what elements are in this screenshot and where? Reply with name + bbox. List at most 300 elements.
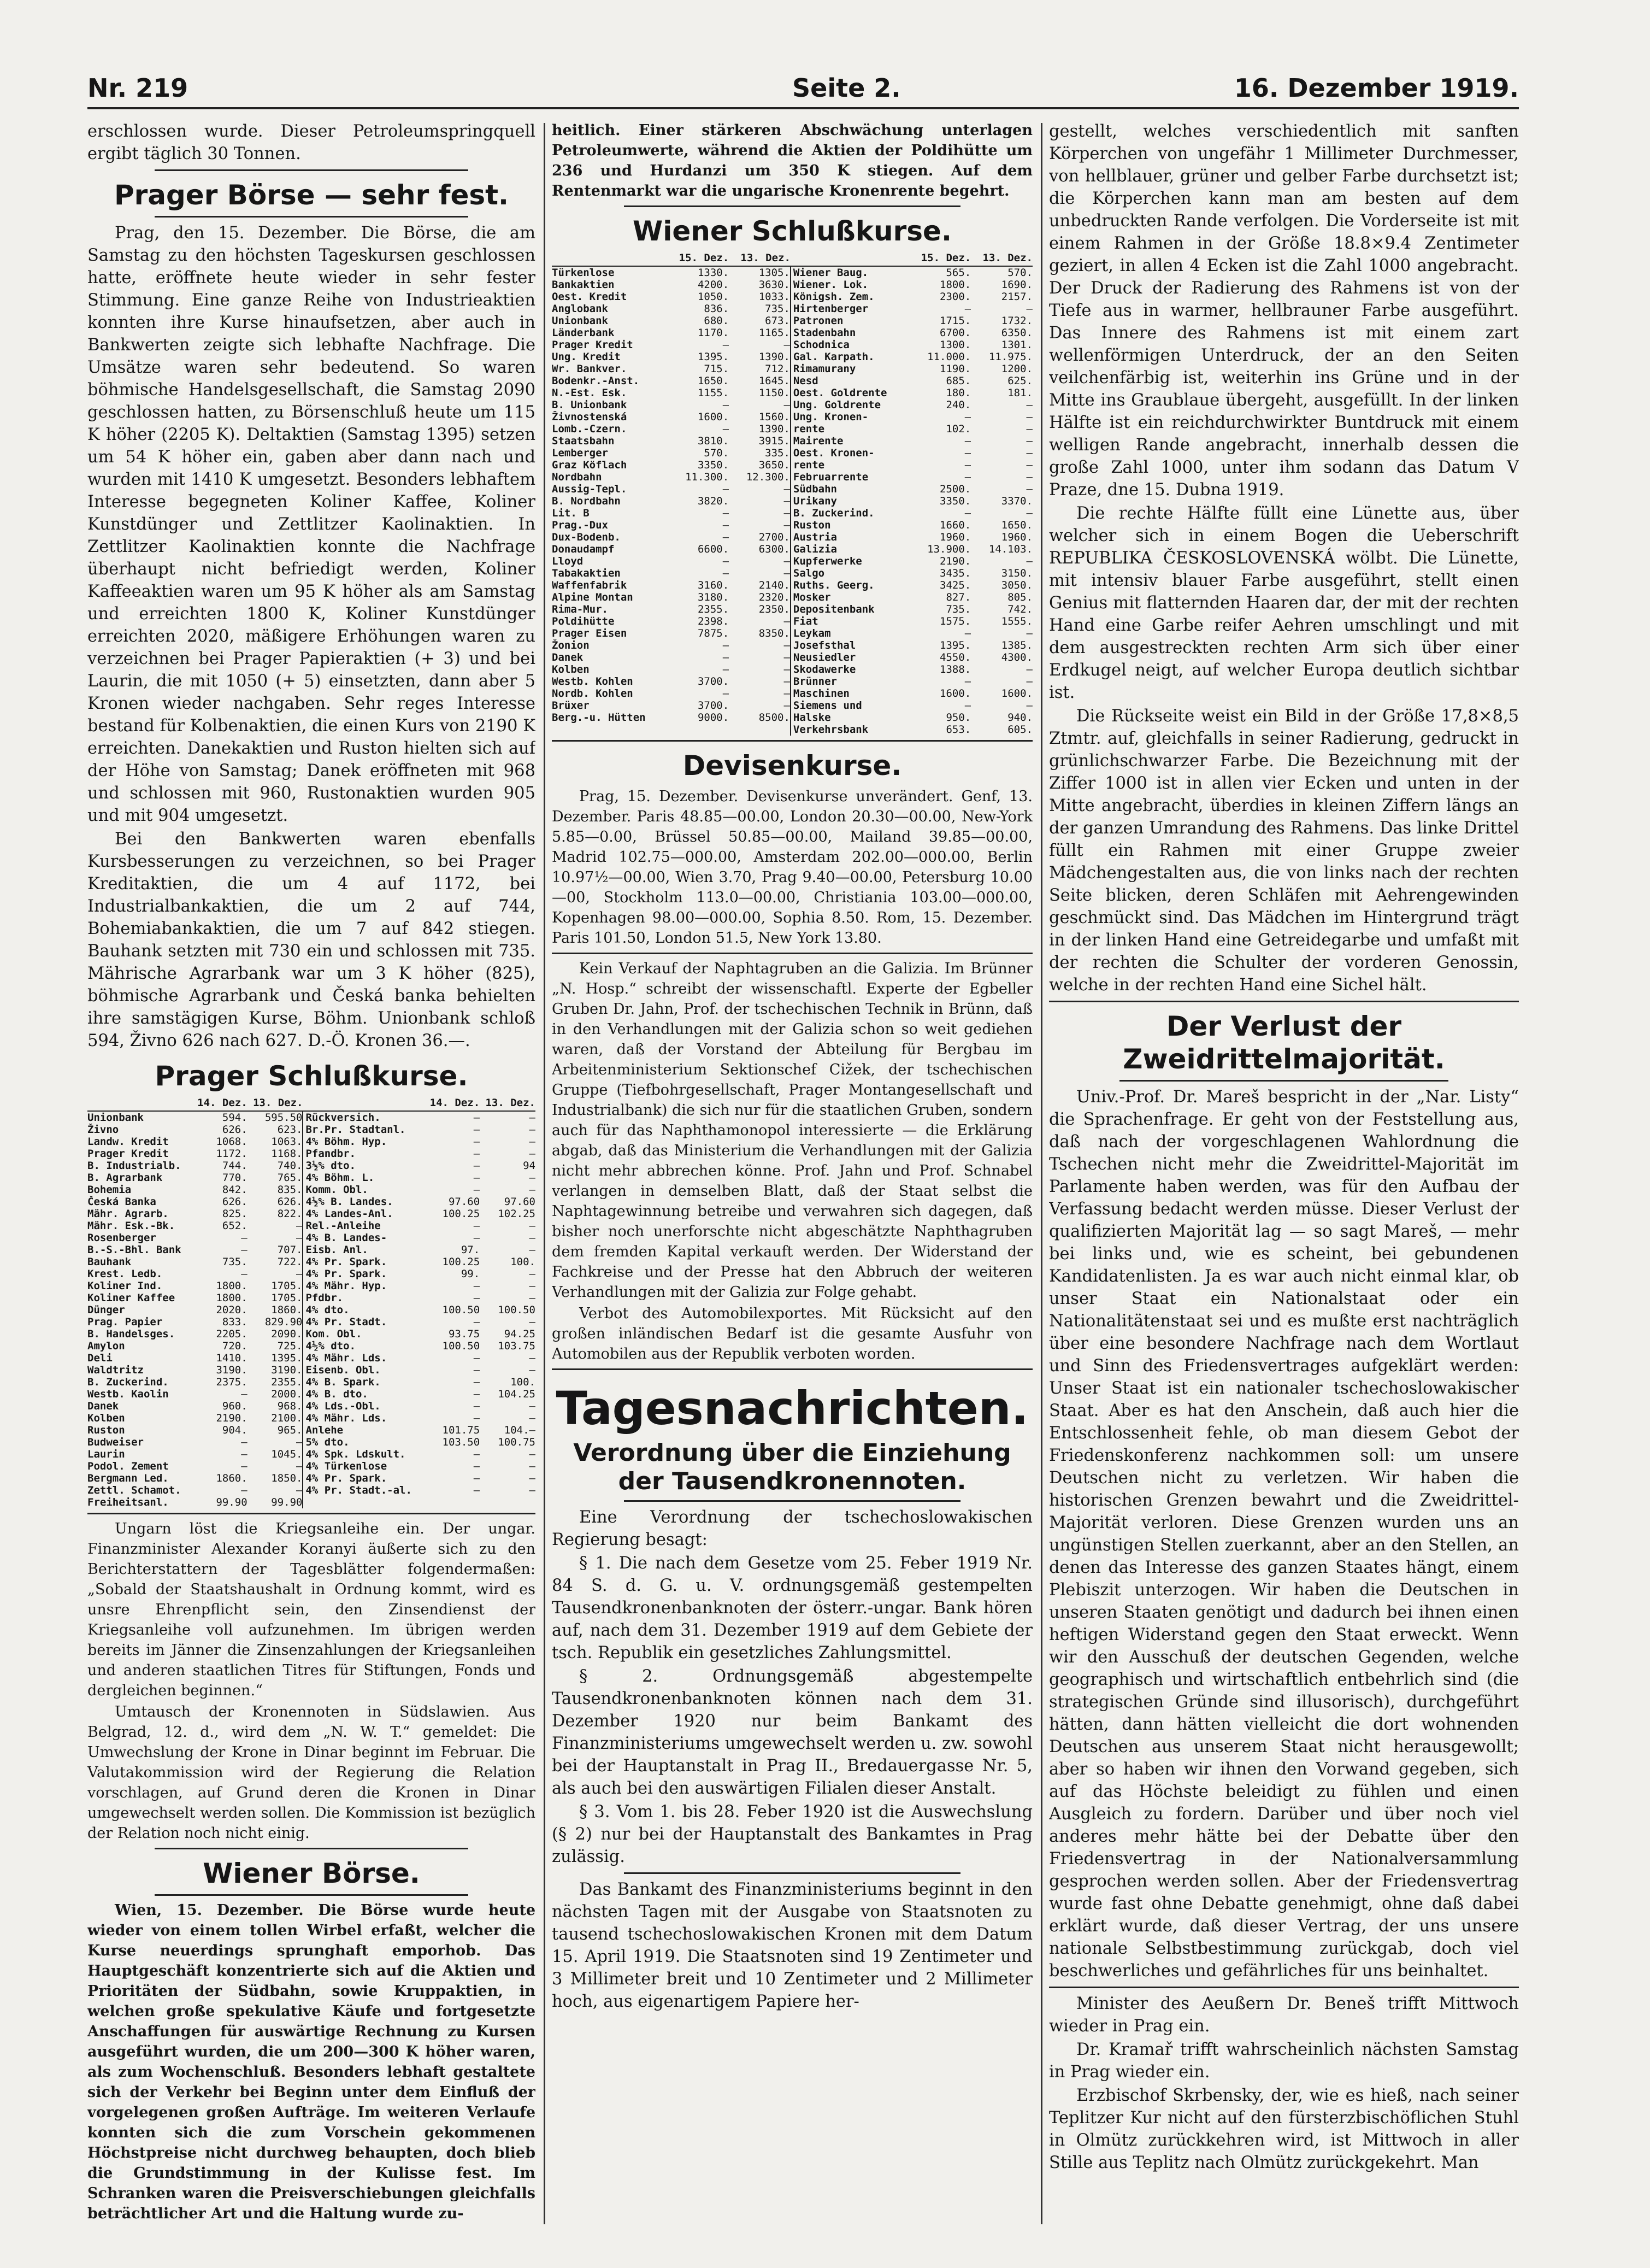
price-cell: — [722,531,729,543]
price-cell: — [783,495,790,507]
price-cell: 653. [946,724,971,736]
prager-quote-row [87,1244,535,1256]
wiener-quote-row [552,579,1033,591]
prager-quote-row [87,1304,535,1316]
price-cell: 3630. [758,279,790,291]
article-title-verlust: Der Verlust der Zweidrittelmajorität. [1123,1010,1445,1075]
price-cell: 2190. [940,555,971,567]
price-cell: 104.25 [498,1388,535,1400]
security-name: Lloyd [552,555,584,567]
price-cell: 722. [277,1256,303,1268]
price-cell: — [1026,700,1033,712]
price-cell: 3190. [271,1364,303,1376]
security-name: 4% Türkenlose [303,1460,424,1472]
price-cell: — [529,1220,535,1232]
section-title-tagesnachrichten: Tagesnachrichten. [556,1382,1029,1435]
security-name: Graz Köflach [552,459,627,471]
price-cell: 3150. [1001,567,1033,579]
article-paragraph: § 1. Die nach dem Gesetze vom 25. Feber 1919 Nr. 84 S. d. G. u. V. ordnungsgemäß gestempelten Tausendkronenbanknoten der österr.-ungar. Bank hören auf, nach dem 31. Dezember 1919 auf dem Gebiete der tsch. Republik ein gesetzliches Zahlungsmittel. [552,1554,1033,1662]
wiener-quote-row [552,411,1033,423]
price-cell: — [473,1460,480,1472]
column-header: 14. Dez. [424,1097,480,1111]
security-name: 5% dto. [303,1436,424,1448]
price-cell: 11.975. [988,351,1033,363]
price-cell: 7875. [697,627,729,639]
security-name: Bauhank [87,1256,132,1268]
price-cell: 1063. [271,1136,303,1148]
price-cell [729,724,791,736]
prager-quote-row [87,1388,535,1400]
price-cell: 1690. [1001,279,1033,291]
price-cell: — [529,1448,535,1460]
price-cell: 570. [1007,267,1033,279]
security-name: Pfdbr. [303,1292,424,1304]
security-name: Rosenberger [87,1232,156,1244]
prager-quote-row [87,1160,535,1172]
prager-quote-row [87,1412,535,1424]
price-cell: 1390. [758,423,790,435]
news-benes: Minister des Aeußern Dr. Beneš trifft Mittwoch wieder in Prag ein. [1049,1994,1519,2036]
price-cell: 740. [277,1160,303,1172]
security-name: Pfandbr. [303,1148,424,1160]
article-paragraph: Die Rückseite weist ein Bild in der Größe 17,8×8,5 Ztmtr. auf, gleichfalls in seiner Radierung, gedruckt in grünlichschwarzer Farbe. Die Bezeichnung mit der Ziffer 1000 ist in allen vier Ecken und unten in der Mitte angebracht, überdies in kleinen Ziffern längs an der ganzen Umrandung des Rahmens. Das linke Drittel füllt ein Rahmen mit einer Gruppe zweier Mädchengestalten aus, die von links nach der rechten Seite blicken, deren Schläfen mit Aehrengewinden geschmückt sind. Das Mädchen im Hintergrund trägt in der linken Hand eine Getreidegarbe und umfaßt mit der rechten die Schulter der vorderen Genossin, welche in der rechten Hand eine Sichel hält. [1049,707,1519,995]
divider [624,1500,960,1502]
price-cell: 720. [222,1340,248,1352]
wiener-quote-row [552,712,1033,724]
price-cell: — [241,1244,248,1256]
news-naphtagruben: Kein Verkauf der Naphtagruben an die Galizia. Im Brünner „N. Hosp.“ schreibt der wissenschaftl. Experte der Egbeller Gruben Dr. Jahn, Prof. der tschechischen Technik in Brünn, daß in den Verhandlungen mit der Galizia schon so weit gediehen waren, daß der Vorstand der Abteilung für Bergbau im Arbeitenministerium Sektionschef Cižek, der tschechischen Gruppe (Tiefbohrgesellschaft, Prager Montangesellschaft und Industrialbank) die sich nur für die staatlichen Gruben, sondern auch für das Naphthamonopol interessierte — die Erklärung abgab, daß das Ministerium die Verhandlungen mit der Galizia nicht mehr abbrechen könne. Prof. Jahn und Prof. Schnabel verlangen in demselben Blatt, daß der Staat selbst die Naphtagewinnung betreibe und verwahren sich dagegen, daß bisher noch unerforschte nicht abgeschätzte Naphthagruben dem fremden Kapital verkauft werden. Der Widerstand der Fachkreise und der Presse hat den Abbruch der weiteren Verhandlungen mit der Galizia zur Folge gehabt. [552,960,1033,1301]
prager-quote-row [87,1268,535,1280]
security-name: Eisenb. Obl. [303,1364,424,1376]
price-cell: 181. [1007,387,1033,399]
price-cell: 99. [461,1268,480,1280]
divider [552,1368,1033,1370]
wiener-quote-row [552,339,1033,351]
security-name: Brünner [791,675,910,688]
column-header: 14. Dez. [192,1097,248,1111]
security-name: Prag.-Dux [552,519,608,531]
article-title-wiener-boerse: Wiener Börse. [203,1858,420,1889]
price-cell: 595.50 [264,1112,303,1124]
price-cell: — [964,627,971,639]
wiener-quote-row [552,471,1033,483]
wiener-quote-row [552,279,1033,291]
price-cell: — [1026,303,1033,315]
divider [87,1513,535,1514]
price-cell: — [473,1400,480,1412]
security-name: Tabakaktien [552,567,621,579]
price-cell: 3650. [758,459,790,471]
price-cell: — [783,688,790,700]
security-name: Poldihütte [552,615,615,627]
security-name: Nesd [791,375,910,387]
price-cell: 2398. [697,615,729,627]
prager-quote-row [87,1292,535,1304]
price-cell: 1045. [271,1448,303,1460]
security-name: 4% Landes-Anl. [303,1208,424,1220]
prager-quote-row [87,1111,535,1124]
price-cell: 1705. [271,1292,303,1304]
price-cell: 960. [222,1400,248,1412]
price-cell: — [722,339,729,351]
price-cell: — [722,555,729,567]
security-name: Schodnica [791,339,910,351]
column-header: 15. Dez. [667,252,729,266]
price-cell: — [783,555,790,567]
price-cell: — [473,1412,480,1424]
price-cell: 240. [946,399,971,411]
wiener-quote-row [552,651,1033,663]
price-cell [667,724,729,736]
price-cell: — [529,1124,535,1136]
column-header: 15. Dez. [909,252,971,266]
security-name: 4% B. Spark. [303,1376,424,1388]
wiener-quote-row [552,291,1033,303]
wiener-quote-row [552,663,1033,675]
price-cell: — [296,1436,303,1448]
wiener-quote-row [552,447,1033,459]
security-name: rente [791,423,910,435]
price-cell: 4550. [940,651,971,663]
prager-quote-row [87,1460,535,1472]
price-cell: 1715. [940,315,971,327]
price-cell: 4300. [1001,651,1033,663]
prager-quote-row [87,1328,535,1340]
price-cell: 6700. [940,327,971,339]
prager-quote-row [87,1172,535,1184]
security-name: Anlehe [303,1424,424,1436]
price-cell: — [722,423,729,435]
wiener-quote-row [552,675,1033,688]
price-cell: 1800. [216,1292,248,1304]
prager-quote-row [87,1220,535,1232]
price-cell: 100.50 [442,1340,480,1352]
price-cell: 2205. [216,1328,248,1340]
price-cell: — [296,1268,303,1280]
price-cell: 99.90 [216,1496,248,1508]
article-title-prager-boerse: Prager Börse — sehr fest. [114,179,509,211]
price-cell: — [722,507,729,519]
security-name: Koliner Kaffee [87,1292,175,1304]
security-name: Danek [552,651,584,663]
price-cell: 1800. [940,279,971,291]
price-cell: 2000. [271,1388,303,1400]
security-name: 4% Mähr. Hyp. [303,1280,424,1292]
intro-paragraph: heitlich. Einer stärkeren Abschwächung unterlagen Petroleumwerte, während die Aktien der Poldihütte um 236 und Hurdanzi um 350 K stiegen. Auf dem Rentenmarkt war die ungarische Kronenrente begehrt. [552,122,1033,199]
security-name: Ruths. Geerg. [791,579,910,591]
security-name: Laurin [87,1448,125,1460]
security-name: Lemberger [552,447,608,459]
price-cell: 97.60 [448,1196,480,1208]
security-name: 4% B. dto. [303,1388,424,1400]
security-name: Landw. Kredit [87,1136,169,1148]
price-cell: 99.90 [271,1496,303,1508]
price-cell: 102. [946,423,971,435]
price-cell: 11.300. [685,471,729,483]
security-name: 4% dto. [303,1304,424,1316]
table-title-prager-schlusskurse: Prager Schlußkurse. [155,1060,468,1092]
price-cell: — [473,1448,480,1460]
security-name: 4% Lds.-Obl. [303,1400,424,1412]
security-name: Wiener. Lok. [791,279,910,291]
security-name: 4½% dto. [303,1340,424,1352]
security-name: Waldtritz [87,1364,144,1376]
price-cell: 1650. [1001,519,1033,531]
divider [1049,1987,1519,1988]
price-cell: 652. [222,1220,248,1232]
price-cell: 100.25 [442,1256,480,1268]
divider [155,1894,468,1896]
price-cell: — [529,1112,535,1124]
price-cell: 101.75 [442,1424,480,1436]
price-cell: — [529,1460,535,1472]
price-cell: 2500. [940,483,971,495]
news-kramar: Dr. Kramař trifft wahrscheinlich nächsten Samstag in Prag wieder ein. [1049,2040,1519,2082]
wiener-quote-row [552,724,1033,736]
security-name: Alpine Montan [552,591,633,603]
security-name: Berg.-u. Hütten [552,712,646,724]
security-name: Stadenbahn [791,327,910,339]
security-name: Nordb. Kohlen [552,688,633,700]
security-name: Wiener Baug. [791,266,910,279]
price-cell: 825. [222,1208,248,1220]
security-name: Siemens und [791,700,910,712]
security-name: B. Zuckerind. [791,507,910,519]
price-cell: — [241,1232,248,1244]
article-paragraph: Eine Verordnung der tschechoslowakischen Regierung besagt: [552,1508,1033,1549]
price-cell: 100. [510,1256,535,1268]
price-cell: — [722,483,729,495]
price-cell: 1732. [1001,315,1033,327]
price-cell: 565. [946,267,971,279]
price-cell: 1600. [697,411,729,423]
article-paragraph: Die rechte Hälfte füllt eine Lünette aus, über welcher sich in einem Bogen die Ueberschrift REPUBLIKA ČESKOSLOVENSKÁ wölbt. Die Lünette, mit intensiv blauer Farbe ausgeführt, stellt einen Genius mit flatternden Haaren dar, der mit der rechten Hand eine Garbe reifer Aehren umschlingt und mit dem ausgestreckten rechten Arm sich über einer Erdkugel neigt, auf welcher Europa deutlich sichtbar ist. [1049,504,1519,702]
price-cell: — [529,1148,535,1160]
price-cell: 1170. [697,327,729,339]
security-name: Maschinen [791,688,910,700]
price-cell: — [473,1352,480,1364]
price-cell: 3915. [758,435,790,447]
security-name: B. Handelsges. [87,1328,175,1340]
divider [155,216,468,218]
price-cell: — [964,459,971,471]
price-cell: 1388. [940,663,971,675]
article-paragraph: Bei den Bankwerten waren ebenfalls Kursbesserungen zu verzeichnen, so bei Prager Kreditaktien, die um 4 auf 1172, bei Industrialbankaktien, die um 2 auf 744, Bohemiabankaktien, die um 7 auf 842 stiegen. Bauhank setzten mit 730 ein und schlossen mit 735. Mährische Agrarbank war um 3 K höher (825), böhmische Agrarbank und Česká banka behielten ihre samstägigen Kurse, Böhm. Unionbank schloß 594, Živno 626 nach 627. D.-Ö. Kronen 36.—. [87,830,535,1050]
security-name: Hirtenberger [791,303,910,315]
security-name: 4% Pr. Spark. [303,1256,424,1268]
security-name: N.-Est. Esk. [552,387,627,399]
price-cell: — [783,700,790,712]
price-cell: — [241,1448,248,1460]
security-name: B. Unionbank [552,399,627,411]
price-cell: 3700. [697,675,729,688]
prager-quote-row [87,1316,535,1328]
price-cell: — [529,1352,535,1364]
security-name: Depositenbank [791,603,910,615]
price-cell: 1645. [758,375,790,387]
price-cell: 1300. [940,339,971,351]
divider [155,169,468,171]
price-cell: 93.75 [448,1328,480,1340]
price-cell: 625. [1007,375,1033,387]
security-name: Gal. Karpath. [791,351,910,363]
price-cell: 685. [946,375,971,387]
price-cell: — [1026,435,1033,447]
security-name: Patronen [791,315,910,327]
wiener-quote-row [552,555,1033,567]
security-name: 4% Mähr. Lds. [303,1412,424,1424]
column-header [552,252,667,266]
news-kronennoten: Umtausch der Kronennoten in Südslawien. Aus Belgrad, 12. d., wird dem „N. W. T.“ gemeldet: Die Umwechslung der Krone in Dinar beginnt im Februar. Die Valutakommission wird der Regierung die Relation vorschlagen, auf Grund deren die Kronen in Dinar umgewechselt werden sollen. Die Kommission ist bezüglich der Relation noch nicht einig. [87,1703,535,1842]
price-cell: — [783,675,790,688]
security-name: Südbahn [791,483,910,495]
price-cell: — [964,507,971,519]
security-name: Brüxer [552,700,590,712]
security-name: Halske [791,712,910,724]
price-cell: — [964,447,971,459]
price-cell: 6300. [758,543,790,555]
price-cell: — [964,411,971,423]
wiener-quote-row [552,387,1033,399]
price-cell: — [722,567,729,579]
price-cell: 950. [946,712,971,724]
security-name: Kolben [552,663,590,675]
price-cell: 3180. [697,591,729,603]
security-name: Koliner Ind. [87,1280,163,1292]
price-cell: 335. [765,447,790,459]
column-right [1049,120,1519,2230]
divider [552,740,1033,742]
article-paragraph: Prag, den 15. Dezember. Die Börse, die am Samstag zu den höchsten Tageskursen geschlossen hatte, eröffnete heute wieder in sehr fester Stimmung. Eine ganze Reihe von Industrieaktien konnten ihre Kurse hinaufsetzen, aber auch in Bankwerten zeigte sich lebhafte Nachfrage. Die Umsätze waren sehr bedeutend. So waren böhmische Handelsgesellschaft, die Samstag 2090 geschlossen hatten, zu Börsenschluß heute um 115 K höher (2205 K). Deltaktien (Samstag 1395) setzen um 54 K höher ein, gaben aber dann nach und wurden mit 1410 K umgesetzt. Besonders lebhaftem Interesse begegneten Koliner Kaffee, Koliner Kunstdünger und Zettlitzer Kaolinaktien. In Zettlitzer Kaolinaktien konnte die Nachfrage überhaupt nicht befriedigt werden, Koliner Kaffeeaktien waren um 95 K höher als am Samstag und erreichten 1800 K, Koliner Kunstdünger erreichten 2020, mäßigere Erhöhungen waren zu verzeichnen bei Prager Papieraktien (+ 3) und bei Laurin, die mit 1050 (+ 5) einsetzten, dann aber 5 Kronen wieder nachgaben. Sehr reges Interesse bestand für Kolbenaktien, die einen Kurs von 2190 K erreichten. Danekaktien und Ruston hielten sich auf der Höhe von Samstag; Danek eröffneten mit 968 und schlossen mit 960, Rustonaktien wurden 905 und mit 904 umgesetzt. [87,224,535,825]
security-name: Kolben [87,1412,125,1424]
security-name: Ruston [791,519,910,531]
price-cell: 1705. [271,1280,303,1292]
column-divider [544,123,545,2224]
price-cell: 103.50 [442,1436,480,1448]
price-cell: — [241,1388,248,1400]
price-cell: — [1026,399,1033,411]
wiener-quote-row [552,507,1033,519]
column-header [303,1097,424,1111]
price-cell: — [964,700,971,712]
prager-quote-row [87,1196,535,1208]
price-cell: — [241,1484,248,1496]
wiener-quote-row [552,615,1033,627]
wiener-quote-row [552,603,1033,615]
price-cell: — [241,1436,248,1448]
article-title-devisenkurse: Devisenkurse. [682,750,902,782]
price-cell: — [783,651,790,663]
security-name: Mähr. Agrarb. [87,1208,169,1220]
wiener-quote-row [552,459,1033,471]
wiener-quote-row [552,495,1033,507]
security-name: Bankaktien [552,279,615,291]
column-middle [552,120,1033,2230]
price-cell: — [1026,423,1033,435]
security-name: Oest. Kredit [552,291,627,303]
security-name: Zettl. Schamot. [87,1484,181,1496]
security-name: B. Nordbahn [552,495,621,507]
price-cell: — [241,1460,248,1472]
price-cell: — [1026,459,1033,471]
wiener-quote-row [552,519,1033,531]
price-cell: — [296,1220,303,1232]
price-cell: 1660. [940,519,971,531]
price-cell: — [722,639,729,651]
price-cell: — [529,1232,535,1244]
price-cell [480,1496,535,1508]
wiener-quote-row [552,543,1033,555]
price-cell: 904. [222,1424,248,1436]
price-cell: 822. [277,1208,303,1220]
news-skrbensky: Erzbischof Skrbensky, der, wie es hieß, nach seiner Teplitzer Kur nicht auf den fürsterzbischöflichen Stuhl in Olmütz zurückkehren wird, ist Mittwoch in aller Stille aus Teplitz nach Olmütz zurückgekehrt. Man [1049,2086,1519,2172]
security-name: Dux-Bodenb. [552,531,621,543]
price-cell: — [296,1484,303,1496]
price-cell: 2100. [271,1412,303,1424]
price-cell: — [473,1220,480,1232]
price-cell: 827. [946,591,971,603]
price-cell: — [722,688,729,700]
security-name: 4% Pr. Stadt.-al. [303,1484,424,1496]
price-cell: — [529,1244,535,1256]
issue-date: 16. Dezember 1919. [1234,73,1519,103]
column-header: 13. Dez. [729,252,791,266]
price-cell: 6350. [1001,327,1033,339]
article-paragraph: § 3. Vom 1. bis 28. Feber 1920 ist die Auswechslung (§ 2) nur bei der Hauptanstalt des Bankamtes in Prag zulässig. [552,1802,1033,1866]
price-cell: 594. [222,1112,248,1124]
security-name: Aussig-Tepl. [552,483,627,495]
price-cell: 1650. [697,375,729,387]
wiener-quote-row [552,423,1033,435]
price-cell: 1390. [758,351,790,363]
wiener-quote-row [552,351,1033,363]
price-cell: 3425. [940,579,971,591]
price-cell: 1190. [940,363,971,375]
price-cell: 1150. [758,387,790,399]
wiener-quote-row [552,399,1033,411]
security-name: Lit. B [552,507,590,519]
price-cell: 1860. [271,1304,303,1316]
security-name: 4½% B. Landes. [303,1196,424,1208]
price-cell: — [1026,483,1033,495]
price-cell: 94.25 [504,1328,535,1340]
security-name: Verkehrsbank [791,724,910,736]
price-cell: 770. [222,1172,248,1184]
security-name: 4% Böhm. Hyp. [303,1136,424,1148]
column-header [87,1097,192,1111]
price-cell: — [783,399,790,411]
price-cell: — [783,339,790,351]
price-cell: 4200. [697,279,729,291]
price-cell: — [473,1280,480,1292]
security-name: Amylon [87,1340,125,1352]
price-cell: 100.50 [498,1304,535,1316]
security-name: Unionbank [87,1112,144,1124]
price-cell: 1600. [1001,688,1033,700]
wiener-quote-row [552,627,1033,639]
price-cell: 103.75 [498,1340,535,1352]
security-name: Prag. Papier [87,1316,163,1328]
security-name: Ung. Goldrente [791,399,910,411]
security-name: Kom. Obl. [303,1328,424,1340]
wiener-quote-row [552,639,1033,651]
security-name: Prager Kredit [87,1148,169,1160]
wiener-quote-row [552,327,1033,339]
price-cell: 13.900. [927,543,971,555]
wiener-quote-row [552,591,1033,603]
security-name: Westb. Kaolin [87,1388,169,1400]
price-cell: 715. [704,363,729,375]
